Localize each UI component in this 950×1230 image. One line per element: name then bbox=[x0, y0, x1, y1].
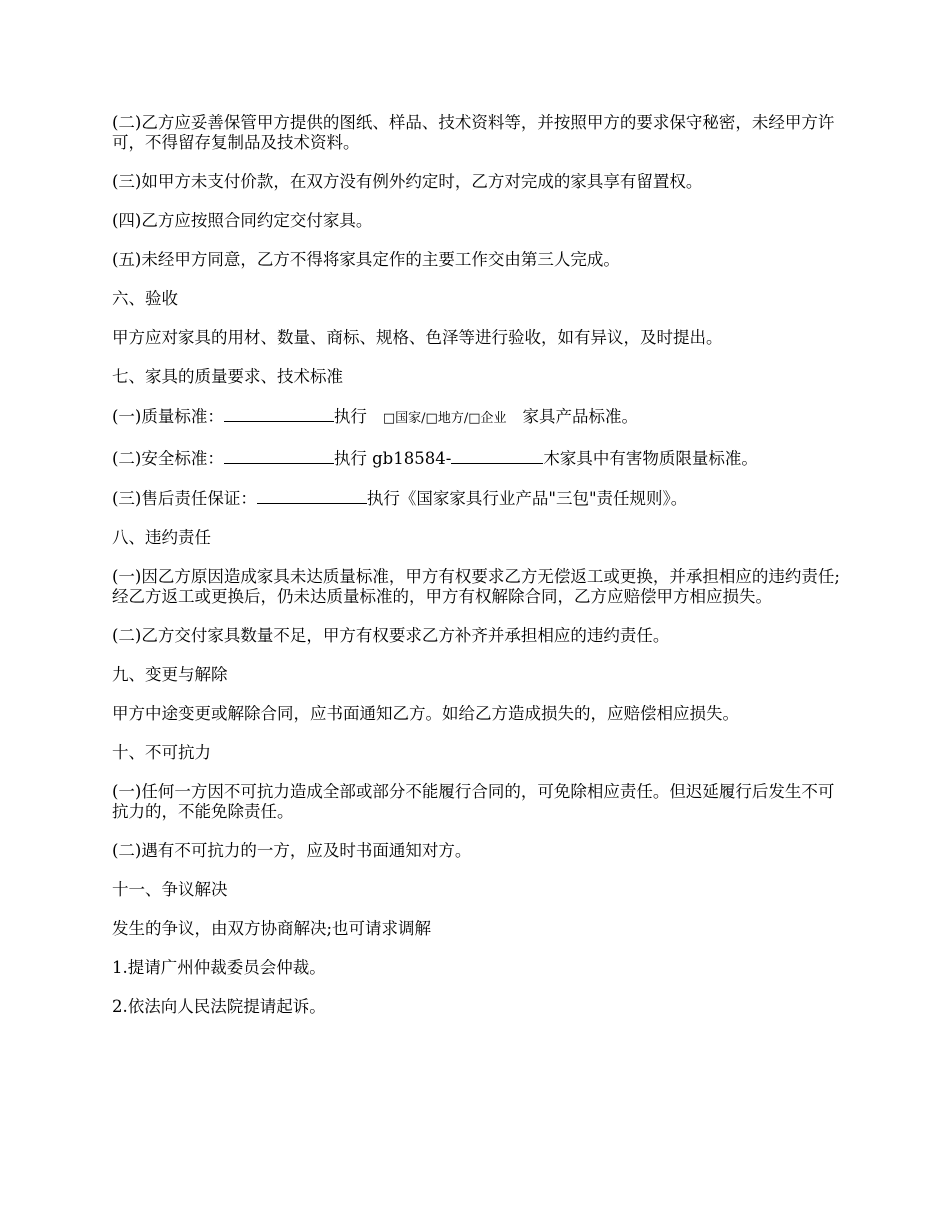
clause-modification: 甲方中途变更或解除合同，应书面通知乙方。如给乙方造成损失的，应赔偿相应损失。 bbox=[112, 704, 739, 723]
clause-safety-standard bbox=[112, 448, 842, 469]
clause-quantity-breach: (二)乙方交付家具数量不足，甲方有权要求乙方补齐并承担相应的违约责任。 bbox=[112, 626, 670, 645]
clause-force-majeure-exemption: (一)任何一方因不可抗力造成全部或部分不能履行合同的，可免除相应责任。但迟延履行后发生不可抗力的，不能免除责任。 bbox=[112, 782, 835, 821]
section-heading-liability: 八、违约责任 bbox=[112, 528, 211, 547]
safety-standard-label: (二)安全标准： bbox=[112, 449, 224, 468]
clause-acceptance: 甲方应对家具的用材、数量、商标、规格、色泽等进行验收，如有异议，及时提出。 bbox=[112, 328, 723, 347]
standard-level-checkboxes[interactable]: □国家/□地方/□企业 bbox=[382, 411, 507, 426]
section-heading-modification: 九、变更与解除 bbox=[112, 665, 228, 684]
quality-standard-suffix: 家具产品标准。 bbox=[522, 407, 638, 426]
section-heading-dispute: 十一、争议解决 bbox=[112, 880, 228, 899]
aftersales-label: (三)售后责任保证： bbox=[112, 489, 257, 508]
section-heading-acceptance: 六、验收 bbox=[112, 289, 178, 308]
clause-aftersales bbox=[112, 488, 842, 509]
clause-delivery: (四)乙方应按照合同约定交付家具。 bbox=[112, 211, 373, 230]
section-heading-force-majeure: 十、不可抗力 bbox=[112, 743, 211, 762]
safety-standard-execute: 执行 gb18584- bbox=[333, 449, 452, 468]
aftersales-blank[interactable] bbox=[257, 488, 367, 504]
dispute-option-litigation: 2.依法向人民法院提请起诉。 bbox=[112, 997, 326, 1016]
dispute-option-arbitration: 1.提请广州仲裁委员会仲裁。 bbox=[112, 958, 326, 977]
clause-quality-standard bbox=[112, 406, 842, 429]
clause-quality-breach: (一)因乙方原因造成家具未达质量标准，甲方有权要求乙方无偿返工或更换，并承担相应的违约责任;经乙方返工或更换后，仍未达质量标准的，甲方有权解除合同，乙方应赔偿甲方相应损失。 bbox=[112, 567, 840, 606]
clause-force-majeure-notice: (二)遇有不可抗力的一方，应及时书面通知对方。 bbox=[112, 841, 472, 860]
clause-lien: (三)如甲方未支付价款，在双方没有例外约定时，乙方对完成的家具享有留置权。 bbox=[112, 172, 703, 191]
quality-standard-blank[interactable] bbox=[224, 406, 334, 422]
safety-standard-blank[interactable] bbox=[224, 448, 334, 464]
clause-dispute: 发生的争议，由双方协商解决;也可请求调解 bbox=[112, 919, 432, 938]
clause-confidentiality: (二)乙方应妥善保管甲方提供的图纸、样品、技术资料等，并按照甲方的要求保守秘密，未经甲方许可，不得留存复制品及技术资料。 bbox=[112, 113, 835, 152]
clause-subcontract: (五)未经甲方同意，乙方不得将家具定作的主要工作交由第三人完成。 bbox=[112, 250, 620, 269]
aftersales-suffix: 执行《国家家具行业产品"三包"责任规则》。 bbox=[366, 489, 688, 508]
document-body bbox=[112, 113, 842, 1036]
safety-standard-year-blank[interactable] bbox=[451, 448, 543, 464]
safety-standard-suffix: 木家具中有害物质限量标准。 bbox=[543, 449, 758, 468]
quality-standard-label: (一)质量标准： bbox=[112, 407, 224, 426]
section-heading-quality: 七、家具的质量要求、技术标准 bbox=[112, 367, 343, 386]
quality-standard-execute: 执行 bbox=[333, 407, 367, 426]
